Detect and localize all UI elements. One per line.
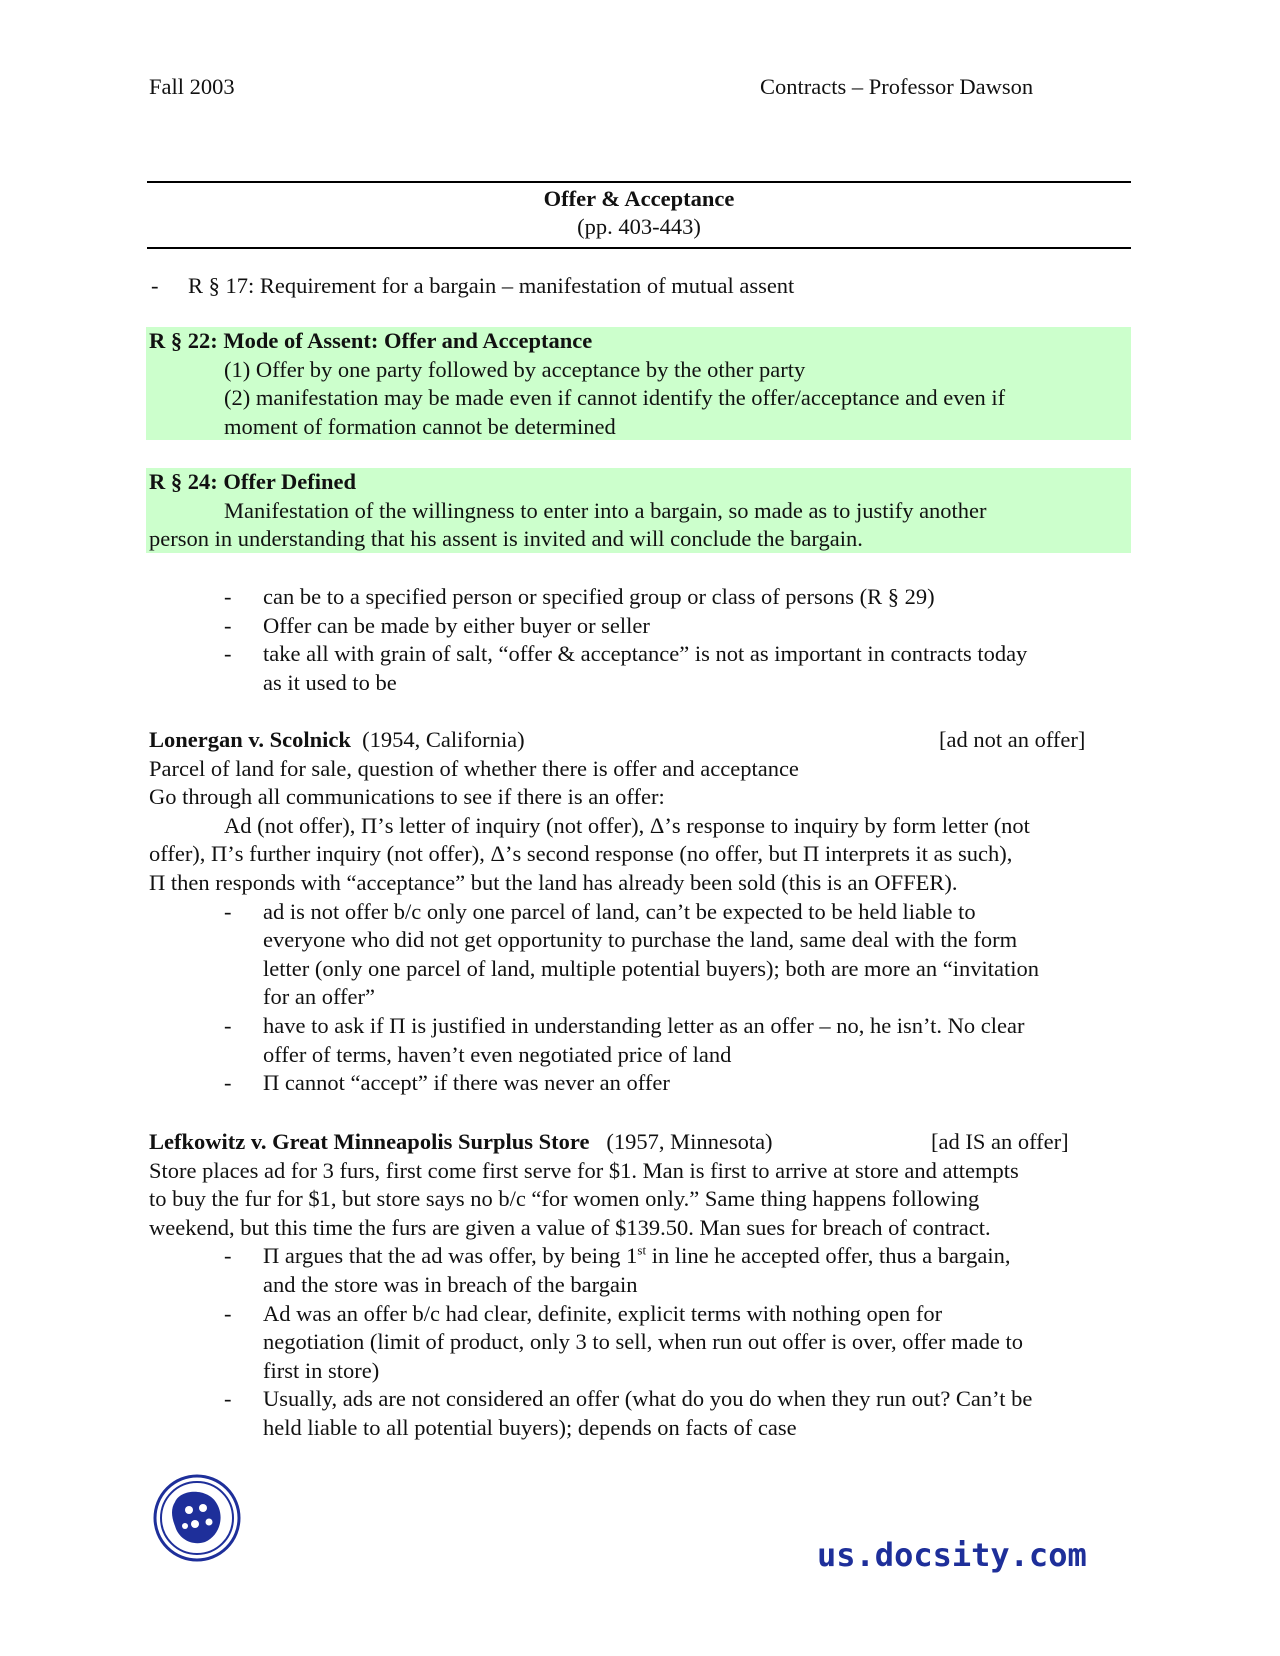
rule-22-item-1: (1) Offer by one party followed by acceptance by the other party <box>224 356 806 382</box>
rule-24-text-2: person in understanding that his assent is invited and will conclude the bargain. <box>149 526 863 552</box>
header-term: Fall 2003 <box>149 74 235 99</box>
brand-url[interactable]: us.docsity.com <box>817 1536 1087 1574</box>
list-item: - can be to a specified person or specified group or class of persons (R § 29) <box>224 584 935 609</box>
case-tag: [ad IS an offer] <box>931 1129 1069 1154</box>
case-detail: (1954, California) <box>362 727 525 752</box>
case-name: Lefkowitz v. Great Minneapolis Surplus Store <box>149 1129 590 1154</box>
document-page <box>149 0 1131 1656</box>
list-item: - take all with grain of salt, “offer & acceptance” is not as important in contracts today as it used to be <box>224 641 1028 695</box>
docsity-logo-icon <box>153 1474 241 1562</box>
case-lefkowitz: Lefkowitz v. Great Minneapolis Surplus Store (1957, Minnesota) [ad IS an offer] Store places ad for 3 furs, first come first serve for $1. Man is first to arrive at store and attempts to buy the fur for $1, but store says no b/c “for women only.” Same thing happens following weekend, but this time the furs are given a value of $139.50. Man sues for breach of contract. - Π argues that the ad was offer, by being 1st in line he accepted offer, thus a bargain, and the store was in breach of the bargain - Ad was an offer b/c had clear, definite, explicit terms with nothing open for negotiation (limit of product, only 3 to sell, when run out offer is over, offer made to first in store) - Usually, ads are not considered an offer (what do you do when they run out? Can’t be held liable to all potential buyers); depends on facts of case <box>149 1128 1131 1443</box>
page-range: (pp. 403-443) <box>577 214 701 239</box>
case-name: Lonergan v. Scolnick <box>149 727 351 752</box>
rule-22-item-2: (2) manifestation may be made even if cannot identify the offer/acceptance and even if <box>224 385 1006 411</box>
header-course: Contracts – Professor Dawson <box>760 74 1034 99</box>
list-item: - have to ask if Π is justified in understanding letter as an offer – no, he isn’t. No clear offer of terms, haven’t even negotiated price of land <box>224 1012 1025 1067</box>
intro-bullet: - R § 17: Requirement for a bargain – manifestation of mutual assent <box>151 273 795 298</box>
case-lonergan: Lonergan v. Scolnick (1954, California) [ad not an offer] Parcel of land for sale, question of whether there is offer and acceptance Go through all communications to see if there is an offer: Ad (not offer), Π’s letter of inquiry (not offer), Δ’s response to inquiry by form letter (not offer), Π’s further inquiry (not offer), Δ’s second response (no offer, but Π interprets it as such), Π then responds with “acceptance” but the land has already been sold (this is an OFFER). - ad is not offer b/c only one parcel of land, can’t be expected to be held liable to everyone who did not get opportunity to purchase the land, same deal with the form letter (only one parcel of land, multiple potential buyers); both are more an “invitation for an offer” - have to ask if Π is justified in understanding letter as an offer – no, he isn’t. No clear offer of terms, haven’t even negotiated price of land - Π cannot “accept” if there was never an offer <box>149 726 1131 1098</box>
case-detail: (1957, Minnesota) <box>606 1129 773 1154</box>
rule-24-heading: R § 24: Offer Defined <box>149 469 357 494</box>
rule-24-text-1: Manifestation of the willingness to enter into a bargain, so made as to justify another <box>224 497 987 523</box>
rule-22-item-2-cont: moment of formation cannot be determined <box>224 413 616 439</box>
rule-22-heading: R § 22: Mode of Assent: Offer and Acceptance <box>149 328 593 353</box>
list-item: - Π argues that the ad was offer, by being 1st in line he accepted offer, thus a bargain, and the store was in breach of the bargain <box>224 1242 1011 1297</box>
page-title: Offer & Acceptance <box>543 186 735 211</box>
intro-bullet-text: R § 17: Requirement for a bargain – manifestation of mutual assent <box>188 273 795 298</box>
offer-bullet-list <box>149 583 1131 697</box>
rule-22-box <box>146 327 1131 440</box>
list-item: - Π cannot “accept” if there was never an offer <box>224 1070 670 1096</box>
case-tag: [ad not an offer] <box>939 727 1086 752</box>
list-item: - ad is not offer b/c only one parcel of land, can’t be expected to be held liable to everyone who did not get opportunity to purchase the land, same deal with the form letter (only one parcel of land, multiple potential buyers); both are more an “invitation for an offer” <box>224 898 1039 1010</box>
list-item: - Usually, ads are not considered an offer (what do you do when they run out? Can’t be held liable to all potential buyers); depends on facts of case <box>224 1386 1033 1440</box>
list-item: - Ad was an offer b/c had clear, definite, explicit terms with nothing open for negotiation (limit of product, only 3 to sell, when run out offer is over, offer made to first in store) <box>224 1300 1023 1383</box>
list-item: - Offer can be made by either buyer or seller <box>224 612 650 638</box>
rule-24-box <box>146 468 1131 553</box>
title-box <box>147 181 1131 249</box>
